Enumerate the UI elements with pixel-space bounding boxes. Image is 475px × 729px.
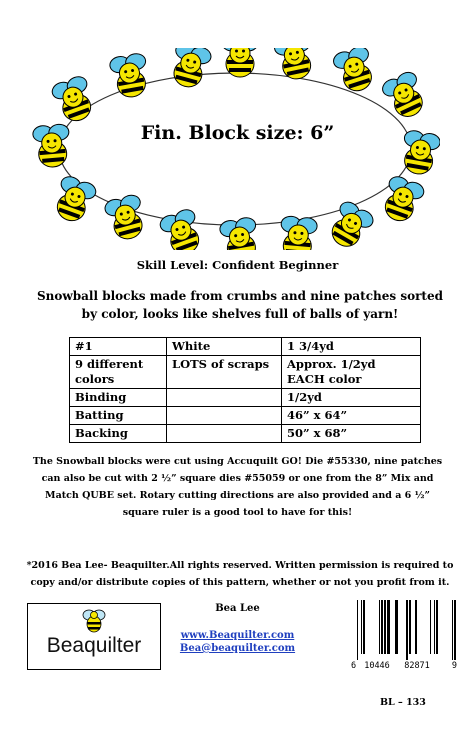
materials-cell: Approx. 1/2yd EACH color — [282, 356, 421, 389]
beaquilter-logo — [27, 603, 161, 670]
bee-icon — [158, 207, 206, 250]
materials-cell: 50” x 68” — [282, 425, 421, 443]
barcode-bar — [452, 600, 453, 660]
upc-barcode — [349, 598, 461, 670]
bee-icon — [273, 48, 317, 82]
barcode-bar — [406, 600, 408, 660]
barcode-digits: 9 — [451, 661, 457, 670]
barcode-bar — [363, 600, 365, 654]
materials-cell: White — [167, 338, 282, 356]
bee-icon — [50, 174, 98, 226]
materials-cell: #1 — [70, 338, 167, 356]
copyright-notice: *2016 Bea Lee- Beaquilter.All rights reserved. Written permission is required to copy and/or distribute copies of this pattern, whether or not you profit from it. — [26, 560, 454, 588]
materials-cell — [167, 389, 282, 407]
website-link[interactable]: www.Beaquilter.com — [180, 630, 295, 641]
barcode-bar — [357, 600, 358, 660]
email-link[interactable]: Bea@beaquilter.com — [179, 643, 296, 654]
materials-table — [69, 337, 421, 443]
materials-cell: 46” x 64” — [282, 407, 421, 425]
author-name: Bea Lee — [215, 603, 260, 614]
bee-wreath-illustration — [30, 48, 440, 250]
barcode-bar — [430, 600, 431, 654]
bee-icon — [378, 174, 426, 226]
pattern-code: BL – 133 — [380, 697, 426, 708]
bee-icon — [324, 199, 376, 250]
barcode-bar — [387, 600, 390, 654]
materials-cell: Batting — [70, 407, 167, 425]
materials-cell: Binding — [70, 389, 167, 407]
barcode-bar — [409, 600, 411, 654]
materials-row — [70, 338, 421, 356]
materials-cell: 1 3/4yd — [282, 338, 421, 356]
barcode-digits: 10446 — [364, 661, 390, 670]
materials-cell: LOTS of scraps — [167, 356, 282, 389]
bee-icon — [103, 193, 149, 243]
pattern-description: Snowball blocks made from crumbs and nine patches sorted by color, looks like shelves full of balls of yarn! — [37, 289, 443, 321]
barcode-digits: 6 — [351, 661, 357, 670]
materials-cell: Backing — [70, 425, 167, 443]
barcode-bar — [395, 600, 398, 654]
bee-icon — [219, 216, 262, 250]
barcode-bar — [379, 600, 380, 654]
barcode-bar — [434, 600, 435, 654]
barcode-bar — [454, 600, 456, 660]
materials-cell: 9 different colors — [70, 356, 167, 389]
bee-icon — [50, 74, 98, 126]
materials-row — [70, 425, 421, 443]
bee-icon — [109, 52, 152, 100]
bee-icon — [167, 48, 213, 91]
bee-icon — [380, 69, 430, 122]
materials-row — [70, 356, 421, 389]
barcode-digits: 82871 — [404, 661, 430, 670]
materials-cell: 1/2yd — [282, 389, 421, 407]
materials-row — [70, 389, 421, 407]
logo-wordmark: Beaquilter — [46, 634, 142, 657]
barcode-bar — [381, 600, 383, 654]
barcode-bar — [415, 600, 417, 654]
block-size-heading: Fin. Block size: 6” — [140, 122, 335, 144]
materials-row — [70, 407, 421, 425]
bee-logo-icon — [80, 606, 108, 634]
barcode-bar — [384, 600, 386, 654]
materials-cell — [167, 425, 282, 443]
barcode-bar — [361, 600, 362, 654]
bee-icon — [278, 216, 318, 250]
cutting-notes: The Snowball blocks were cut using Accuquilt GO! Die #55330, nine patches can also be cut with 2 ½” square dies #55059 or one from the 8” Mix and Match QUBE set. Rotary cutting directions are also provided and a 6 ½” square ruler is a good tool to have for this! — [32, 456, 443, 518]
barcode-bar — [436, 600, 438, 654]
materials-cell — [167, 407, 282, 425]
skill-level: Skill Level: Confident Beginner — [136, 258, 339, 272]
bee-icon — [331, 48, 378, 96]
